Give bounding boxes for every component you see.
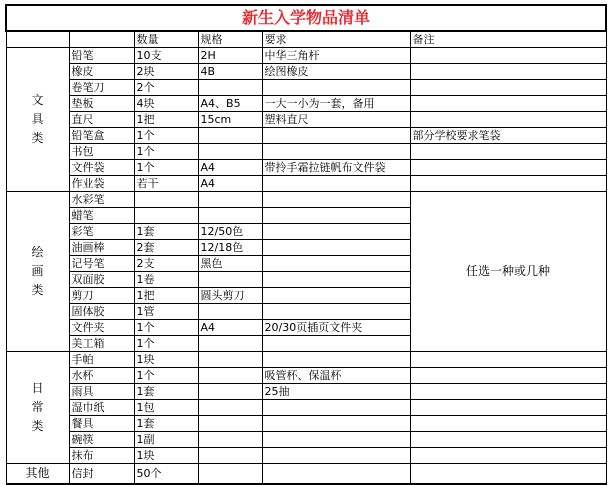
table-row (6, 128, 606, 144)
category-label: 文具类 (31, 93, 44, 145)
quantity-cell[interactable]: 1包 (134, 400, 198, 416)
header-spec[interactable]: 规格 (198, 31, 262, 48)
title-row (6, 5, 606, 31)
item-cell[interactable]: 橡皮 (69, 64, 134, 80)
spec-cell[interactable] (198, 80, 262, 96)
header-category[interactable] (6, 31, 69, 48)
header-item[interactable] (69, 31, 134, 48)
requirement-cell[interactable]: 一大一小为一套，备用 (262, 96, 410, 112)
quantity-cell[interactable]: 1套 (134, 416, 198, 432)
item-cell[interactable]: 书包 (69, 144, 134, 160)
note-cell[interactable] (410, 384, 606, 400)
spreadsheet (5, 4, 605, 478)
note-cell[interactable] (410, 176, 606, 192)
requirement-cell[interactable] (262, 224, 410, 240)
spec-cell[interactable] (198, 432, 262, 448)
table-row (6, 80, 606, 96)
note-cell[interactable] (410, 432, 606, 448)
table-row (6, 416, 606, 432)
category-daily[interactable] (6, 352, 69, 464)
requirement-cell[interactable] (262, 144, 410, 160)
table-row (6, 384, 606, 400)
quantity-cell[interactable]: 2支 (134, 256, 198, 272)
quantity-cell[interactable]: 1个 (134, 368, 198, 384)
header-requirement[interactable]: 要求 (262, 31, 410, 48)
item-cell[interactable]: 水彩笔 (69, 192, 134, 208)
sheet-title: 新生入学物品清单 (6, 5, 606, 31)
quantity-cell[interactable]: 1个 (134, 160, 198, 176)
item-cell[interactable]: 文件袋 (69, 160, 134, 176)
item-cell[interactable]: 油画棒 (69, 240, 134, 256)
table-row (6, 160, 606, 176)
spec-cell[interactable] (198, 128, 262, 144)
item-cell[interactable]: 蜡笔 (69, 208, 134, 224)
requirement-cell[interactable]: 中华三角杆 (262, 48, 410, 64)
requirement-cell[interactable] (262, 240, 410, 256)
spec-cell[interactable] (198, 352, 262, 368)
spec-cell[interactable]: A4、B5 (198, 96, 262, 112)
table-row (6, 448, 606, 464)
quantity-cell[interactable]: 2个 (134, 80, 198, 96)
note-cell[interactable] (410, 112, 606, 128)
requirement-cell[interactable] (262, 288, 410, 304)
spec-cell[interactable] (198, 384, 262, 400)
quantity-cell[interactable]: 4块 (134, 96, 198, 112)
spec-cell[interactable] (198, 304, 262, 320)
table-row (6, 96, 606, 112)
item-cell[interactable]: 固体胶 (69, 304, 134, 320)
spec-cell[interactable]: 4B (198, 64, 262, 80)
spec-cell[interactable] (198, 192, 262, 208)
spec-cell[interactable]: A4 (198, 320, 262, 336)
spec-cell[interactable]: 2H (198, 48, 262, 64)
spec-cell[interactable]: A4 (198, 160, 262, 176)
note-cell[interactable] (410, 448, 606, 464)
spec-cell[interactable]: 圆头剪刀 (198, 288, 262, 304)
requirement-cell[interactable]: 吸管杯、保温杯 (262, 368, 410, 384)
note-cell[interactable]: 部分学校要求笔袋 (410, 128, 606, 144)
requirement-cell[interactable] (262, 192, 410, 208)
requirement-cell[interactable] (262, 336, 410, 352)
note-cell[interactable] (410, 160, 606, 176)
quantity-cell[interactable]: 1个 (134, 320, 198, 336)
requirement-cell[interactable]: 塑料直尺 (262, 112, 410, 128)
category-label: 日常类 (31, 381, 44, 433)
item-cell[interactable]: 铅笔盒 (69, 128, 134, 144)
table-row (6, 368, 606, 384)
quantity-cell[interactable]: 1管 (134, 304, 198, 320)
table-row (6, 112, 606, 128)
spec-cell[interactable] (198, 448, 262, 464)
requirement-cell[interactable] (262, 272, 410, 288)
item-cell[interactable]: 记号笔 (69, 256, 134, 272)
quantity-cell[interactable] (134, 208, 198, 224)
note-cell[interactable] (410, 416, 606, 432)
table-row (6, 192, 606, 208)
note-cell[interactable] (410, 48, 606, 64)
category-label: 绘画类 (31, 245, 44, 297)
table-row (6, 432, 606, 448)
requirement-cell[interactable] (262, 304, 410, 320)
category-art[interactable] (6, 192, 69, 352)
quantity-cell[interactable]: 1个 (134, 336, 198, 352)
requirement-cell[interactable] (262, 416, 410, 432)
quantity-cell[interactable]: 2块 (134, 64, 198, 80)
requirement-cell[interactable] (262, 400, 410, 416)
quantity-cell[interactable]: 1副 (134, 432, 198, 448)
quantity-cell[interactable]: 50个 (134, 464, 198, 485)
quantity-cell[interactable]: 1个 (134, 144, 198, 160)
note-cell[interactable] (410, 400, 606, 416)
category-stationery[interactable] (6, 48, 69, 192)
requirement-cell[interactable]: 带拎手霜拉链帆布文件袋 (262, 160, 410, 176)
item-cell[interactable]: 碗筷 (69, 432, 134, 448)
table-row (6, 400, 606, 416)
quantity-cell[interactable]: 1卷 (134, 272, 198, 288)
requirement-cell[interactable] (262, 208, 410, 224)
quantity-cell[interactable]: 若干 (134, 176, 198, 192)
quantity-cell[interactable]: 1套 (134, 384, 198, 400)
spec-cell[interactable] (198, 144, 262, 160)
spec-cell[interactable] (198, 336, 262, 352)
quantity-cell[interactable]: 1套 (134, 224, 198, 240)
requirement-cell[interactable]: 绘图橡皮 (262, 64, 410, 80)
note-merged-cell[interactable]: 任选一种或几种 (410, 192, 606, 352)
table-row (6, 48, 606, 64)
spec-cell[interactable]: 15cm (198, 112, 262, 128)
note-cell[interactable] (410, 80, 606, 96)
item-cell[interactable]: 美工箱 (69, 336, 134, 352)
category-label: 其他 (25, 466, 50, 480)
requirement-cell[interactable] (262, 176, 410, 192)
quantity-cell[interactable]: 10支 (134, 48, 198, 64)
quantity-cell[interactable]: 1块 (134, 448, 198, 464)
requirement-cell[interactable] (262, 128, 410, 144)
item-cell[interactable]: 手帕 (69, 352, 134, 368)
item-cell[interactable]: 垫板 (69, 96, 134, 112)
quantity-cell[interactable]: 1块 (134, 352, 198, 368)
spec-cell[interactable] (198, 400, 262, 416)
item-cell[interactable]: 水杯 (69, 368, 134, 384)
quantity-cell[interactable] (134, 192, 198, 208)
requirement-cell[interactable] (262, 352, 410, 368)
item-cell[interactable]: 直尺 (69, 112, 134, 128)
spec-cell[interactable]: A4 (198, 176, 262, 192)
quantity-cell[interactable]: 1个 (134, 128, 198, 144)
quantity-cell[interactable]: 1把 (134, 288, 198, 304)
item-cell[interactable]: 卷笔刀 (69, 80, 134, 96)
item-cell[interactable]: 铅笔 (69, 48, 134, 64)
spec-cell[interactable] (198, 368, 262, 384)
item-cell[interactable]: 文件夹 (69, 320, 134, 336)
note-cell[interactable] (410, 368, 606, 384)
supply-list-table (5, 4, 607, 485)
item-cell[interactable]: 雨具 (69, 384, 134, 400)
quantity-cell[interactable]: 1把 (134, 112, 198, 128)
header-quantity[interactable]: 数量 (134, 31, 198, 48)
requirement-cell[interactable] (262, 448, 410, 464)
note-cell[interactable] (410, 96, 606, 112)
table-row (6, 352, 606, 368)
requirement-cell[interactable]: 25抽 (262, 384, 410, 400)
item-cell[interactable]: 湿巾纸 (69, 400, 134, 416)
table-row (6, 176, 606, 192)
requirement-cell[interactable] (262, 80, 410, 96)
item-cell[interactable]: 餐具 (69, 416, 134, 432)
requirement-cell[interactable] (262, 432, 410, 448)
note-cell[interactable] (410, 144, 606, 160)
item-cell[interactable]: 彩笔 (69, 224, 134, 240)
header-row (6, 31, 606, 48)
quantity-cell[interactable]: 2套 (134, 240, 198, 256)
requirement-cell[interactable] (262, 256, 410, 272)
spec-cell[interactable] (198, 416, 262, 432)
header-note[interactable]: 备注 (410, 31, 606, 48)
note-cell[interactable] (410, 352, 606, 368)
item-cell[interactable]: 信封 (69, 464, 134, 485)
spec-cell[interactable] (198, 272, 262, 288)
spec-cell[interactable]: 12/18色 (198, 240, 262, 256)
spec-cell[interactable]: 黑色 (198, 256, 262, 272)
table-row (6, 64, 606, 80)
note-cell[interactable] (410, 64, 606, 80)
spec-cell[interactable]: 12/50色 (198, 224, 262, 240)
item-cell[interactable]: 双面胶 (69, 272, 134, 288)
spec-cell[interactable] (198, 208, 262, 224)
item-cell[interactable]: 剪刀 (69, 288, 134, 304)
table-row (6, 144, 606, 160)
item-cell[interactable]: 抹布 (69, 448, 134, 464)
item-cell[interactable]: 作业袋 (69, 176, 134, 192)
requirement-cell[interactable]: 20/30页插页文件夹 (262, 320, 410, 336)
